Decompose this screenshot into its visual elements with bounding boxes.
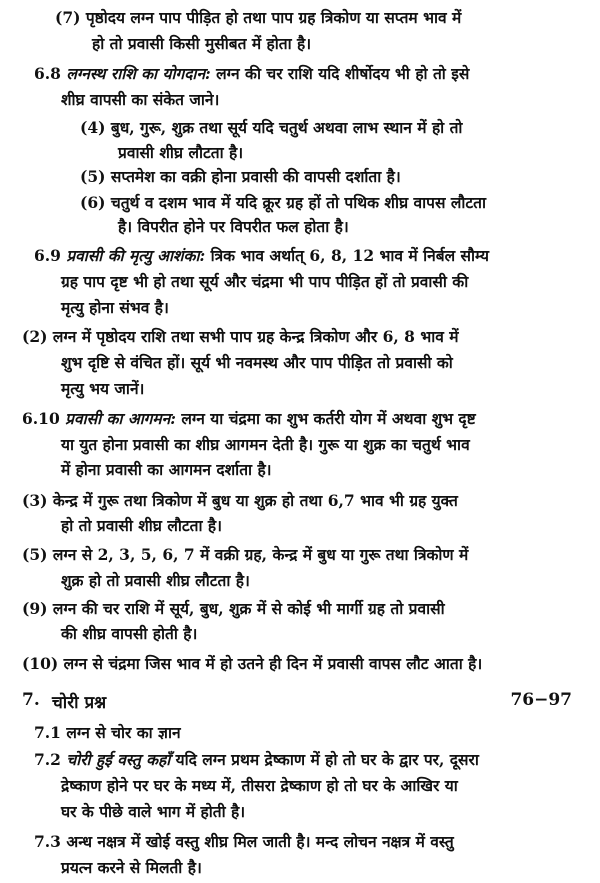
body-text: लग्न से 2, 3, 5, 6, 7 में वक्री ग्रह, केन्द्र में बुध या गुरू तथा त्रिकोण में [47, 545, 469, 564]
subheading-text: चोरी हुई वस्तु कहाँ [60, 750, 171, 769]
body-text: लग्न से चंद्रमा जिस भाव में हो उतने ही दिन में प्रवासी वापस लौट आता है। [58, 654, 483, 673]
text-line [22, 490, 458, 512]
text-line [118, 216, 349, 238]
item-number: 7.2 [34, 750, 61, 769]
body-text: घर के पीछे वाले भाग में होती है। [61, 802, 246, 821]
body-text: लग्न की चर राशि यदि शीर्षोदय भी हो तो इसे [210, 64, 470, 83]
body-text: बुध, गुरू, शुक्र तथा सूर्य यदि चतुर्थ अथवा लाभ स्थान में हो तो [105, 118, 463, 137]
body-text: शीघ्र वापसी का संकेत जाने। [61, 90, 220, 109]
text-line [22, 408, 476, 430]
body-text: या युत होना प्रवासी का शीघ्र आगमन देती है। गुरू या शुक्र का चतुर्थ भाव [61, 435, 470, 454]
body-text: त्रिक भाव अर्थात् 6, 8, 12 भाव में निर्बल सौम्य [205, 246, 489, 265]
item-number: 6.10 [22, 409, 60, 428]
text-line [61, 89, 219, 111]
body-text: की शीघ्र वापसी होती है। [61, 624, 198, 643]
body-text: प्रवासी शीघ्र लौटता है। [118, 143, 244, 162]
text-line [61, 623, 197, 645]
item-number: (5) [22, 545, 48, 564]
section-number: 7. [22, 690, 40, 710]
text-line [34, 245, 489, 267]
body-text: है। विपरीत होने पर विपरीत फल होता है। [118, 217, 349, 236]
text-line [118, 142, 243, 164]
text-line [34, 749, 479, 771]
body-text: में होना प्रवासी का आगमन दर्शाता है। [61, 460, 272, 479]
subheading-text: लग्नस्थ राशि का योगदान: [60, 64, 211, 83]
body-text: शुभ दृष्टि से वंचित हों। सूर्य भी नवमस्थ और पाप पीड़ित तो प्रवासी को [61, 353, 453, 372]
text-line [22, 598, 445, 620]
text-line [22, 653, 482, 675]
item-number: 6.9 [34, 246, 61, 265]
text-line [61, 570, 250, 592]
item-number: 6.8 [34, 64, 61, 83]
text-line [61, 352, 453, 374]
body-text: सप्तमेश का वक्री होना प्रवासी की वापसी दर्शाता है। [105, 167, 401, 186]
text-line [34, 722, 181, 744]
body-text: मृत्यु होना संभव है। [61, 298, 169, 317]
body-text: ग्रह पाप दृष्ट भी हो तथा सूर्य और चंद्रमा भी पाप पीड़ित हों तो प्रवासी की [61, 272, 469, 291]
item-number: (3) [22, 491, 48, 510]
text-line [80, 166, 401, 188]
text-line [61, 459, 272, 481]
body-text: चतुर्थ व दशम भाव में यदि क्रूर ग्रह हों तो पथिक शीघ्र वापस लौटता [105, 193, 487, 212]
item-number: (9) [22, 599, 48, 618]
text-line [61, 271, 468, 293]
item-number: (6) [80, 193, 106, 212]
text-line [61, 801, 245, 823]
body-text: हो तो प्रवासी शीघ्र लौटता है। [61, 516, 223, 535]
text-line [80, 117, 462, 139]
text-line [22, 326, 459, 348]
body-text: लग्न या चंद्रमा का शुभ कर्तरी योग में अथवा शुभ दृष्ट [175, 409, 476, 428]
body-text: अन्ध नक्षत्र में खोई वस्तु शीघ्र मिल जाती है। मन्द लोचन नक्षत्र में वस्तु [60, 832, 454, 851]
body-text: हो तो प्रवासी किसी मुसीबत में होता है। [92, 34, 312, 53]
body-text: प्रयत्न करने से मिलती है। [61, 858, 202, 877]
text-line [34, 63, 469, 85]
text-line [34, 831, 454, 853]
body-text: मृत्यु भय जानें। [61, 379, 145, 398]
subheading-text: प्रवासी की मृत्यु आशंका: [60, 246, 206, 265]
text-line [61, 515, 222, 537]
text-line [61, 378, 144, 400]
body-text: यदि लग्न प्रथम द्रेष्काण में हो तो घर के द्वार पर, दूसरा [170, 750, 479, 769]
item-number: 7.1 [34, 723, 61, 742]
text-line [61, 775, 458, 797]
body-text: लग्न से चोर का ज्ञान [60, 723, 181, 742]
item-number: (5) [80, 167, 106, 186]
body-text: केन्द्र में गुरू तथा त्रिकोण में बुध या शुक्र हो तथा 6,7 भाव भी ग्रह युक्त [47, 491, 458, 510]
section-title: चोरी प्रश्न [52, 693, 107, 713]
text-line [80, 192, 486, 214]
item-number: 7.3 [34, 832, 61, 851]
item-number: (4) [80, 118, 106, 137]
subheading-text: प्रवासी का आगमन: [59, 409, 176, 428]
text-line [92, 33, 311, 55]
item-number: (7) [55, 8, 81, 27]
body-text: पृष्ठोदय लग्न पाप पीड़ित हो तथा पाप ग्रह त्रिकोण या सप्तम भाव में [80, 8, 462, 27]
text-line [22, 544, 468, 566]
section-heading [18, 690, 600, 716]
text-line [61, 297, 169, 319]
body-text: द्रेष्काण होने पर घर के मध्य में, तीसरा द्रेष्काण हो तो घर के आखिर या [61, 776, 458, 795]
body-text: लग्न में पृष्ठोदय राशि तथा सभी पाप ग्रह केन्द्र त्रिकोण और 6, 8 भाव में [47, 327, 459, 346]
body-text: शुक्र हो तो प्रवासी शीघ्र लौटता है। [61, 571, 250, 590]
text-line [55, 7, 461, 29]
item-number: (10) [22, 654, 59, 673]
section-page-range: 76−97 [510, 690, 572, 710]
text-line [61, 434, 470, 456]
body-text: लग्न की चर राशि में सूर्य, बुध, शुक्र में से कोई भी मार्गी ग्रह तो प्रवासी [47, 599, 445, 618]
text-line [61, 857, 202, 879]
item-number: (2) [22, 327, 48, 346]
